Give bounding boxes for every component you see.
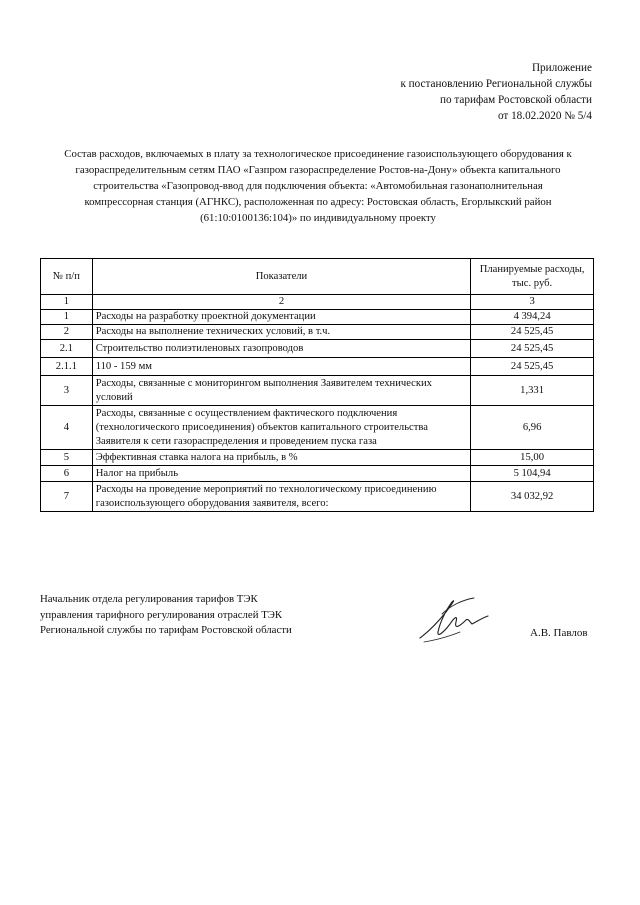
title-line-2: газораспределительным сетям ПАО «Газпром газораспределение Ростов-на-Дону» объекта капитального — [75, 164, 561, 176]
header-num: № п/п — [41, 259, 93, 295]
row-num: 7 — [41, 482, 93, 512]
row-name: Расходы на проведение мероприятий по технологическому присоединению газоиспользующего оборудования заявителя, всего: — [92, 482, 470, 512]
index-cell-2: 2 — [92, 295, 470, 310]
row-value: 4 394,24 — [471, 310, 594, 325]
row-name: Расходы, связанные с мониторингом выполнения Заявителем технических условий — [92, 376, 470, 406]
row-num: 4 — [41, 406, 93, 450]
appendix-line-1: Приложение — [531, 62, 592, 74]
row-value: 5 104,94 — [471, 466, 594, 482]
title-line-4: компрессорная станция (АГНКС), расположенная по адресу: Ростовская область, Егорлыкский район — [84, 196, 552, 208]
handwritten-signature — [416, 592, 506, 646]
index-cell-1: 1 — [41, 295, 93, 310]
table-row — [41, 376, 594, 406]
header-name: Показатели — [92, 259, 470, 295]
position-line-1: Начальник отдела регулирования тарифов ТЭК — [40, 593, 258, 605]
row-name: Расходы на разработку проектной документации — [92, 310, 470, 325]
index-cell-3: 3 — [471, 295, 594, 310]
table-row — [41, 450, 594, 466]
table-row — [41, 310, 594, 325]
row-value: 34 032,92 — [471, 482, 594, 512]
table-header-row — [41, 259, 594, 295]
row-name: Расходы на выполнение технических условий, в т.ч. — [92, 325, 470, 340]
appendix-header — [312, 60, 592, 124]
table-row — [41, 340, 594, 358]
row-value: 24 525,45 — [471, 358, 594, 376]
table-row — [41, 358, 594, 376]
row-num: 5 — [41, 450, 93, 466]
row-name: Налог на прибыль — [92, 466, 470, 482]
document-title — [44, 146, 592, 226]
position-line-2: управления тарифного регулирования отраслей ТЭК — [40, 608, 283, 621]
costs-table — [40, 258, 594, 512]
title-line-1: Состав расходов, включаемых в плату за технологическое присоединение газоиспользующего оборудования к — [64, 148, 572, 160]
position-line-3: Региональной службы по тарифам Ростовской области — [40, 624, 292, 636]
row-num: 6 — [41, 466, 93, 482]
row-value: 15,00 — [471, 450, 594, 466]
appendix-line-2: к постановлению Региональной службы — [400, 78, 592, 90]
row-name: Строительство полиэтиленовых газопроводов — [92, 340, 470, 358]
row-value: 24 525,45 — [471, 340, 594, 358]
row-value: 24 525,45 — [471, 325, 594, 340]
title-line-3: строительства «Газопровод-ввод для подключения объекта: «Автомобильная газонаполнительная — [93, 180, 543, 192]
signatory-position — [40, 592, 340, 639]
row-num: 2 — [41, 325, 93, 340]
title-line-5: (61:10:0100136:104)» по индивидуальному проекту — [200, 212, 436, 224]
table-index-row — [41, 295, 594, 310]
row-name: Эффективная ставка налога на прибыль, в % — [92, 450, 470, 466]
table-row — [41, 325, 594, 340]
row-value: 1,331 — [471, 376, 594, 406]
row-num: 1 — [41, 310, 93, 325]
appendix-line-4: от 18.02.2020 № 5/4 — [497, 110, 592, 122]
row-value: 6,96 — [471, 406, 594, 450]
row-name: Расходы, связанные с осуществлением фактического подключения (технологического присоединения) объектов капитального строительства Заявителя к сети газораспределения и проведением пуска газа — [92, 406, 470, 450]
row-num: 3 — [41, 376, 93, 406]
signer-name: А.В. Павлов — [530, 627, 588, 639]
row-num: 2.1.1 — [41, 358, 93, 376]
row-name: 110 - 159 мм — [92, 358, 470, 376]
header-value: Планируемые расходы, тыс. руб. — [471, 259, 594, 295]
appendix-line-3: по тарифам Ростовской области — [440, 94, 592, 106]
table-row — [41, 406, 594, 450]
table-row — [41, 482, 594, 512]
row-num: 2.1 — [41, 340, 93, 358]
table-row — [41, 466, 594, 482]
